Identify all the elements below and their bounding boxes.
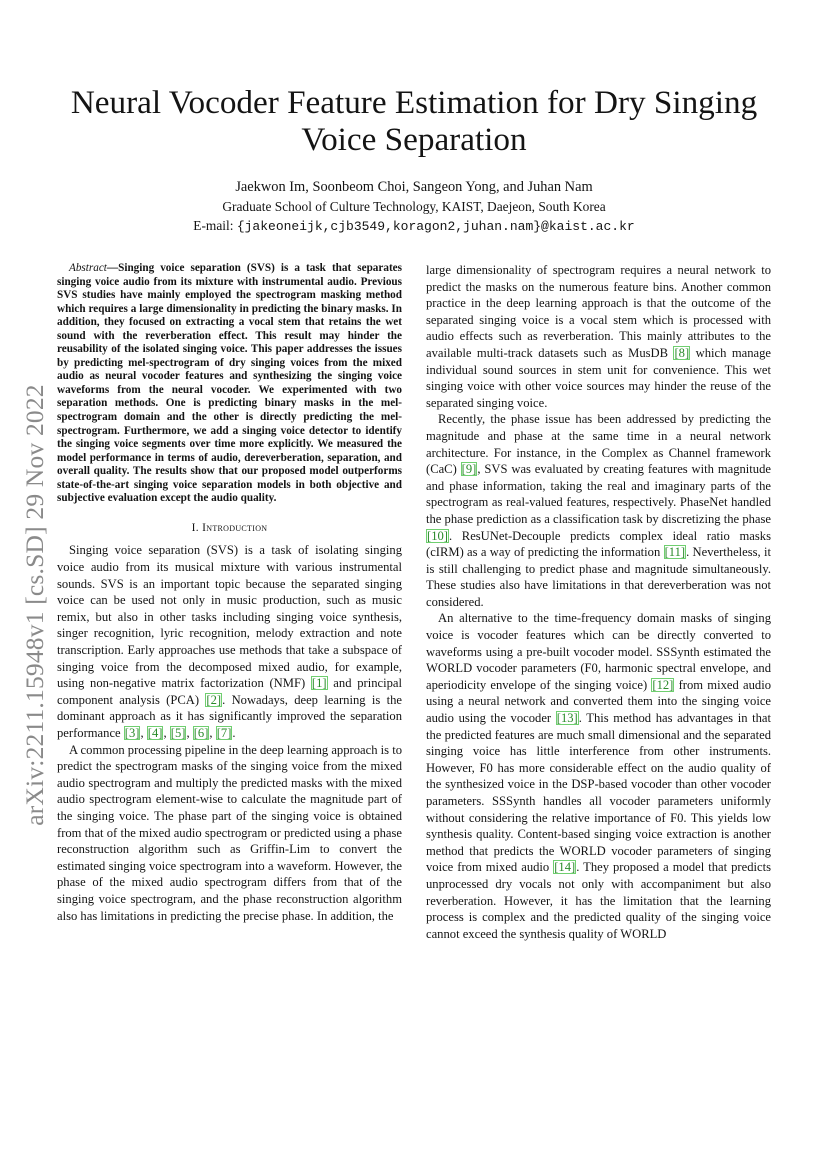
citation-link-1[interactable]: [1] — [311, 676, 327, 691]
text-run: . Nevertheless, it is still challenging to predict phase and magnitude simultaneously. These studies also have limitations in that dereverberation was not considered. — [426, 545, 771, 609]
text-run: . — [232, 725, 236, 740]
abstract-label: Abstract — [69, 262, 107, 274]
citation-link-4[interactable]: [4] — [147, 725, 163, 740]
citation-link-7[interactable]: [7] — [216, 725, 232, 740]
text-run: which manage individual sound sources in stem unit for convenience. This wet singing voice with other voice sources may hinder the reuse of the separated singing voice. — [426, 345, 772, 410]
citation-link-6[interactable]: [6] — [193, 725, 209, 740]
intro-paragraph-3 — [426, 411, 771, 610]
text-run: Singing voice separation (SVS) is a task of isolating singing voice audio from its musical mixture with various instrumental sounds. SVS is an important topic because the separated singing voice can be used not only in music production, such as music remix, but also in other tasks including singing voice synthesis, singer recognition, lyric recognition, melody extraction and note transcription. Early approaches use methods that take a subspace of singing voice from the decomposed mixed audio, for example, using non-negative matrix factorization (NMF) — [57, 543, 402, 691]
arxiv-id-text: arXiv:2211.15948v1 [cs.SD] 29 Nov 2022 — [20, 384, 49, 826]
left-column — [57, 262, 402, 924]
text-run: Recently, the phase issue has been addressed by predicting the magnitude and phase at the same time in a neural network architecture. For instance, in the Complex as Channel framework (CaC) — [426, 412, 771, 477]
abstract-text: —Singing voice separation (SVS) is a task that separates singing voice audio from its mixture with instrumental audio. Previous SVS studies have mainly employed the spectrogram masking method which requires a large dimensionality in predicting the binary masks. In addition, they focused on extracting a vocal stem that retains the wet sound with the reverberation effect. This result may hinder the reusability of the isolated singing voice. This paper addresses the issues by predicting mel-spectrogram of dry singing voices from the mixed audio as neural vocoder features and synthesizing the singing voice waveforms from the neural vocoder. We experimented with two separation methods. One is predicting binary masks in the mel-spectrogram domain and the other is directly predicting the mel-spectrogram. Furthermore, we add a singing voice detector to identify the singing voice segments over time more explicitly. We measured the model performance in terms of audio, dereverberation, separation, and overall quality. The results show that our proposed model outperforms state-of-the-art singing voice separation models in both objective and subjective evaluation except the audio quality. — [57, 262, 402, 505]
email-line — [60, 216, 768, 236]
text-run: , SVS was evaluated by creating features with magnitude and phase information, taking the real and imaginary parts of the spectrogram as real-valued features, respectively. PhaseNet handled the phase prediction as a classification task by discretizing the phase — [426, 462, 771, 526]
intro-paragraph-1 — [57, 542, 402, 741]
abstract — [57, 262, 402, 506]
text-run: from mixed audio using a neural network and converted them into the singing voice audio using the vocoder — [426, 677, 771, 726]
text-run: and principal component analysis (PCA) — [57, 676, 402, 707]
paper-title: Neural Vocoder Feature Estimation for Dry Singing Voice Separation — [70, 84, 758, 158]
citation-link-11[interactable]: [11] — [664, 545, 686, 560]
separator: , — [163, 725, 170, 740]
email-label: E-mail: — [193, 218, 237, 233]
citation-link-3[interactable]: [3] — [124, 725, 140, 740]
citation-link-10[interactable]: [10] — [427, 528, 448, 543]
section-heading-introduction — [57, 520, 402, 537]
text-run: An alternative to the time-frequency domain masks of singing voice is vocoder features which can be directly converted to waveforms using a pre-built vocoder model. SSSynth estimated the WORLD vocoder parameters (F0, harmonic spectral envelope, and aperiodicity envelope of the singing voice) — [426, 611, 771, 692]
separator: , — [186, 725, 193, 740]
text-run: large dimensionality of spectrogram requires a neural network to predict the masks on the numerous feature bins. Another common practice in the deep learning approach is that the outcome of the separated singing voice is a vocal stem which is processed with audio effects such as reverberation. This mainly attributes to the available multi-track datasets such as MusDB — [426, 263, 771, 360]
citation-link-14[interactable]: [14] — [554, 860, 576, 875]
intro-paragraph-2: A common processing pipeline in the deep learning approach is to predict the spectrogram masks of the singing voice from the mixed audio spectrogram and multiply the predicted masks with the mixed audio spectrogram element-wise to calculate the magnitude part of the singing voice. The phase part of the singing voice is obtained from that of the mixed audio spectrogram or predicted using a phase reconstruction algorithm such as Griffin-Lim to convert the estimated singing voice spectrogram into a waveform. However, the phase of the mixed audio spectrogram differs from that of the singing voice spectrogram, and the phase reconstruction algorithm also has limitations in predicting the precise phase. In addition, the — [57, 742, 402, 923]
affiliation: Graduate School of Culture Technology, KAIST, Daejeon, South Korea — [222, 199, 606, 214]
section-title: Introduction — [202, 521, 268, 534]
citation-link-13[interactable]: [13] — [556, 711, 578, 726]
separator: , — [140, 725, 147, 740]
text-run: . ResUNet-Decouple predicts complex ideal ratio masks (cIRM) as a way of predicting the information — [426, 528, 771, 560]
arxiv-identifier — [17, 360, 53, 850]
text-run: . Nowadays, deep learning is the dominant approach as it has significantly improved the separation performance — [57, 692, 402, 740]
citation-link-2[interactable]: [2] — [206, 692, 222, 707]
text-run: . This method has advantages in that the predicted features are much small dimensional and the separated singing voice has little interference from other instruments. However, F0 has more considerable effect on the audio quality of the synthesized voice in the DSP-based vocoder than other vocoder parameters. SSSynth handles all vocoder parameters uniformly without considering the relative importance of F0. This yields low synthesis quality. Content-based singing voice extraction is another method that predicts the WORLD vocoder parameters of singing voice from mixed audio — [426, 711, 772, 875]
section-number: I. — [191, 521, 203, 534]
right-column — [426, 262, 771, 942]
intro-paragraph-2-continued — [426, 262, 771, 411]
intro-paragraph-4 — [426, 610, 771, 942]
citation-link-5[interactable]: [5] — [170, 725, 186, 740]
separator: , — [209, 725, 216, 740]
citation-link-12[interactable]: [12] — [652, 677, 674, 692]
citation-link-9[interactable]: [9] — [461, 462, 477, 477]
author-names: Jaekwon Im, Soonbeom Choi, Sangeon Yong, and Juhan Nam — [235, 179, 593, 195]
author-block — [60, 178, 768, 236]
text-run: . They proposed a model that predicts unprocessed dry vocals not only with accompaniment but also reverberation. However, it has the limitation that the learning process is complex and the predicted quality of the singing voice cannot exceed the synthesis quality of WORLD — [426, 860, 771, 941]
citation-link-8[interactable]: [8] — [674, 345, 690, 360]
email-addresses: {jakeoneijk,cjb3549,koragon2,juhan.nam}@kaist.ac.kr — [236, 219, 635, 234]
